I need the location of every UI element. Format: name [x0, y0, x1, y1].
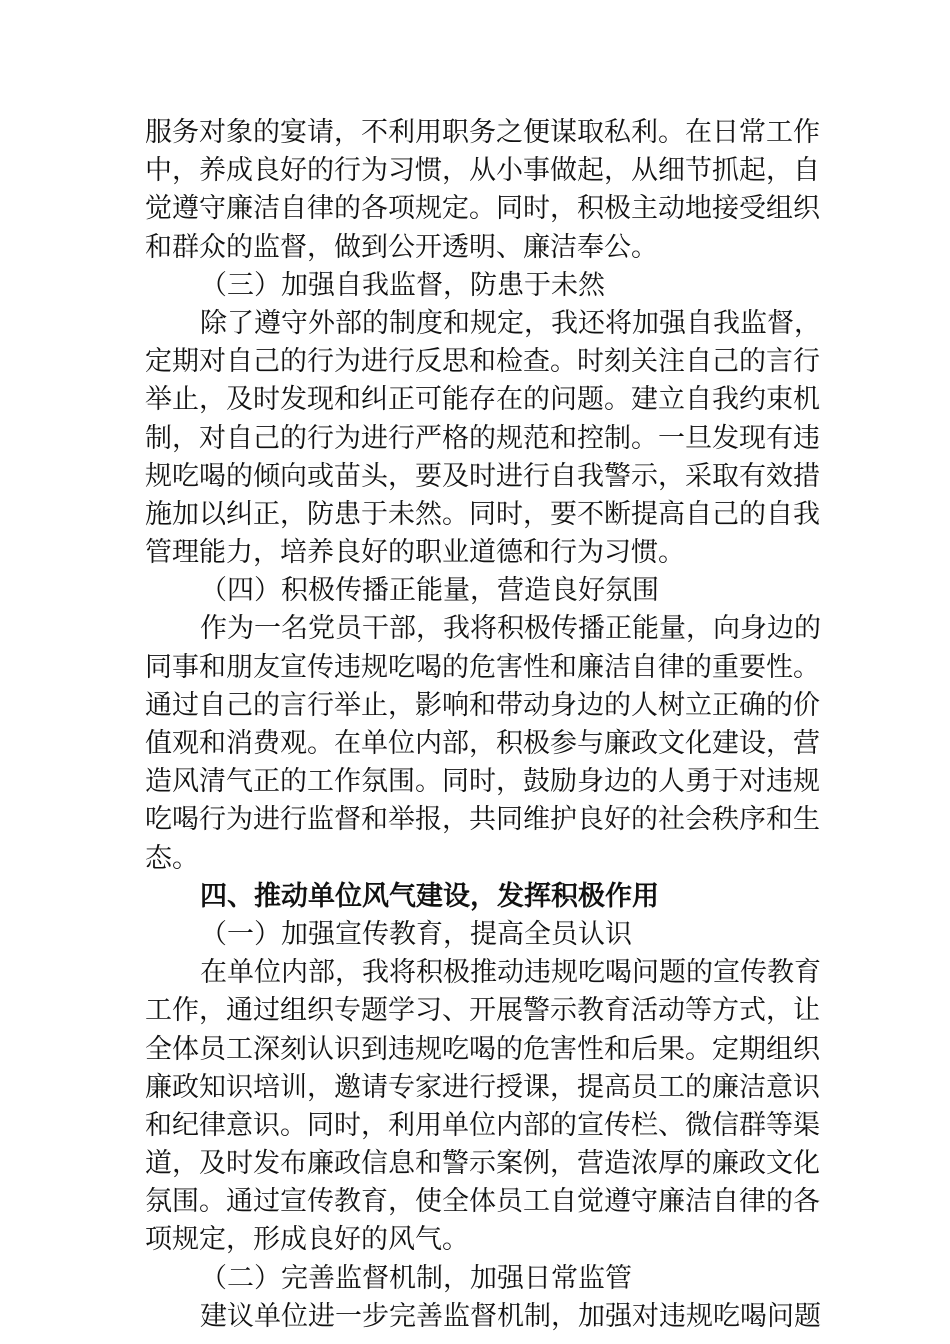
text-line: 中，养成良好的行为习惯，从小事做起，从细节抓起，自: [145, 155, 820, 187]
text-line: 项规定，形成良好的风气。: [145, 1224, 469, 1256]
text-line: 通过自己的言行举止，影响和带动身边的人树立正确的价: [145, 689, 820, 721]
paragraph: [145, 305, 821, 572]
document-page: [145, 114, 821, 1336]
text-line: 定期对自己的行为进行反思和检查。时刻关注自己的言行: [145, 346, 820, 378]
text-line: 在单位内部，我将积极推动违规吃喝问题的宣传教育: [200, 957, 821, 989]
text-line: 和群众的监督，做到公开透明、廉洁奉公。: [145, 231, 658, 263]
text-line: 吃喝行为进行监督和举报，共同维护良好的社会秩序和生: [145, 804, 820, 836]
subsection-heading: （四）积极传播正能量，营造良好氛围: [200, 575, 659, 607]
subsection-heading: （一）加强宣传教育，提高全员认识: [200, 918, 632, 950]
text-line: 施加以纠正，防患于未然。同时，要不断提高自己的自我: [145, 498, 820, 530]
text-line: 态。: [145, 842, 199, 874]
text-line: 廉政知识培训，邀请专家进行授课，提高员工的廉洁意识: [145, 1071, 820, 1103]
section-heading: 四、推动单位风气建设，发挥积极作用: [200, 880, 659, 912]
subsection-heading: （三）加强自我监督，防患于未然: [200, 269, 605, 301]
text-line: 觉遵守廉洁自律的各项规定。同时，积极主动地接受组织: [145, 193, 820, 225]
text-line: 全体员工深刻认识到违规吃喝的危害性和后果。定期组织: [145, 1033, 820, 1065]
text-line: 道，及时发布廉政信息和警示案例，营造浓厚的廉政文化: [145, 1148, 820, 1180]
paragraph: [145, 610, 821, 877]
text-line: 除了遵守外部的制度和规定，我还将加强自我监督，: [200, 307, 821, 339]
text-line: 管理能力，培养良好的职业道德和行为习惯。: [145, 537, 685, 569]
text-line: 和纪律意识。同时，利用单位内部的宣传栏、微信群等渠: [145, 1109, 820, 1141]
text-line: 工作，通过组织专题学习、开展警示教育活动等方式，让: [145, 995, 820, 1027]
text-line: 举止，及时发现和纠正可能存在的问题。建立自我约束机: [145, 384, 820, 416]
text-line: 氛围。通过宣传教育，使全体员工自觉遵守廉洁自律的各: [145, 1186, 820, 1218]
paragraph: [145, 114, 820, 267]
paragraph: [145, 954, 821, 1260]
paragraph: [145, 1298, 821, 1336]
text-line: 规吃喝的倾向或苗头，要及时进行自我警示，采取有效措: [145, 460, 820, 492]
text-line: 值观和消费观。在单位内部，积极参与廉政文化建设，营: [145, 728, 820, 759]
text-line: 服务对象的宴请，不利用职务之便谋取私利。在日常工作: [145, 117, 820, 148]
text-line: 制，对自己的行为进行严格的规范和控制。一旦发现有违: [145, 422, 820, 454]
text-line: 同事和朋友宣传违规吃喝的危害性和廉洁自律的重要性。: [145, 651, 820, 683]
subsection-heading: （二）完善监督机制，加强日常监管: [200, 1262, 632, 1294]
text-line: 作为一名党员干部，我将积极传播正能量，向身边的: [200, 613, 821, 645]
text-line: 造风清气正的工作氛围。同时，鼓励身边的人勇于对违规: [145, 766, 820, 798]
text-line: 建议单位进一步完善监督机制，加强对违规吃喝问题: [200, 1300, 821, 1332]
